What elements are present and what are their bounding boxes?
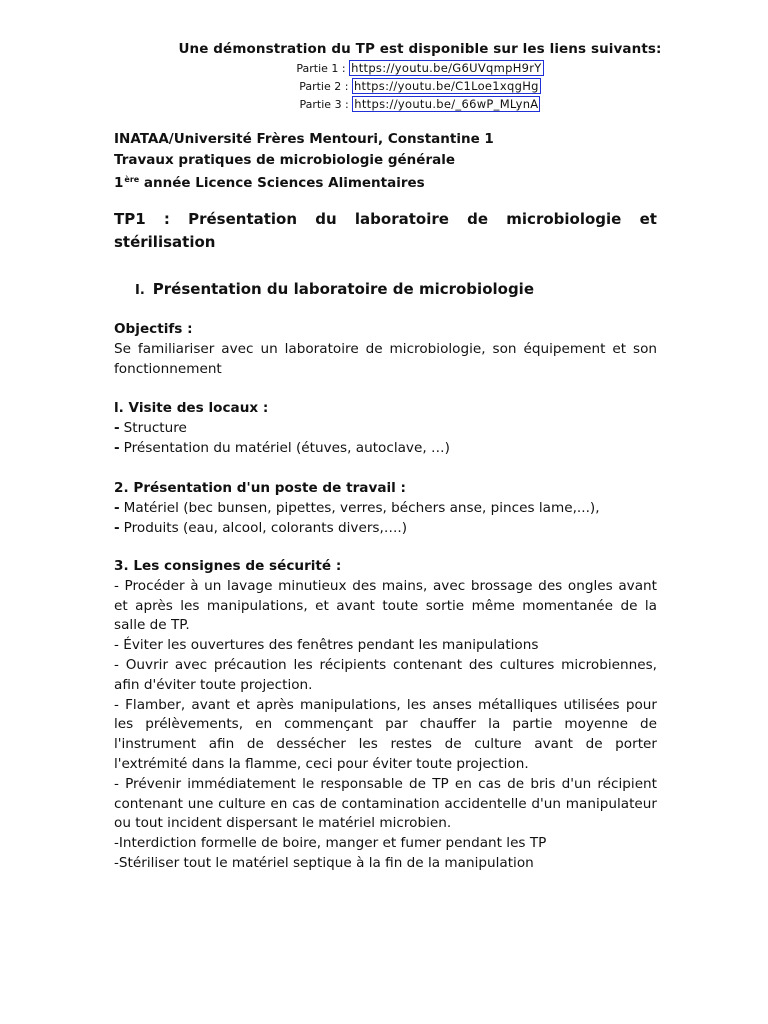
- course-line: Travaux pratiques de microbiologie générale: [114, 151, 456, 168]
- consigne-line: -Interdiction formelle de boire, manger et fumer pendant les TP: [114, 835, 547, 852]
- list-item: - Matériel (bec bunsen, pipettes, verres, béchers anse, pinces lame,...),: [114, 499, 600, 516]
- tp1-word: Présentation: [188, 210, 298, 228]
- consignes-lines: [114, 577, 657, 874]
- tp1-word: laboratoire: [354, 210, 449, 228]
- link-row-part3: [0, 95, 768, 113]
- consigne-line: l'instrument afin de dessécher les restes de culture avant de porter: [114, 736, 657, 753]
- list-item-text: Présentation du matériel (étuves, autoclave, …): [123, 439, 450, 456]
- tp1-word: et: [639, 210, 657, 228]
- consigne-line: contenant une culture en cas de contamination accidentelle d'un manipulateur: [114, 795, 657, 812]
- tp1-word: :: [163, 210, 170, 228]
- demo-title: Une démonstration du TP est disponible sur les liens suivants:: [178, 41, 662, 57]
- link-row-part2: [0, 77, 768, 95]
- consignes-heading: 3. Les consignes de sécurité :: [114, 558, 342, 574]
- video-link-part3[interactable]: https://youtu.be/_66wP_MLynA: [354, 97, 539, 111]
- consigne-line: ou tout incident dispersant le matériel microbien.: [114, 815, 452, 832]
- consigne-line: -Stériliser tout le matériel septique à la fin de la manipulation: [114, 854, 534, 871]
- institution-block: [114, 129, 494, 194]
- link-label: Partie 3 :: [299, 98, 349, 111]
- tp1-word: TP1: [114, 210, 146, 228]
- objectifs-line: fonctionnement: [114, 360, 222, 377]
- list-item: - Produits (eau, alcool, colorants divers,….): [114, 519, 408, 536]
- section-1-title: [135, 280, 534, 298]
- list-item-text: Matériel (bec bunsen, pipettes, verres, béchers anse, pinces lame,...),: [123, 499, 600, 516]
- demo-links: [0, 59, 768, 113]
- year-line: [114, 170, 494, 194]
- tp1-heading: [114, 208, 657, 254]
- list-item-text: Produits (eau, alcool, colorants divers,….): [123, 519, 408, 536]
- consigne-line: - Prévenir immédiatement le responsable de TP en cas de bris d'un récipient: [114, 775, 657, 792]
- consigne-line: salle de TP.: [114, 617, 190, 634]
- section-number: I.: [135, 283, 145, 298]
- video-link-part2[interactable]: https://youtu.be/C1Loe1xqgHg: [353, 79, 539, 93]
- consignes-block: [114, 557, 657, 874]
- tp1-word: du: [315, 210, 337, 228]
- link-label: Partie 1 :: [296, 62, 346, 75]
- year-superscript: ère: [124, 175, 140, 184]
- institution-line: INATAA/Université Frères Mentouri, Constantine 1: [114, 131, 494, 147]
- tp1-word: de: [467, 210, 489, 228]
- tp1-heading-row1: [114, 208, 657, 231]
- tp1-word: microbiologie: [506, 210, 622, 228]
- objectifs-line: Se familiariser avec un laboratoire de microbiologie, son équipement et son: [114, 340, 657, 357]
- consigne-line: - Procéder à un lavage minutieux des mains, avec brossage des ongles avant: [114, 577, 657, 594]
- visite-block: [114, 399, 657, 458]
- section-title-text: Présentation du laboratoire de microbiologie: [152, 280, 534, 298]
- consigne-line: - Ouvrir avec précaution les récipients contenant des cultures microbiennes,: [114, 656, 657, 673]
- consigne-line: l'extrémité dans la flamme, ceci pour éviter toute projection.: [114, 755, 529, 772]
- consigne-line: - Éviter les ouvertures des fenêtres pendant les manipulations: [114, 637, 539, 654]
- video-link-part1[interactable]: https://youtu.be/G6UVqmpH9rY: [351, 61, 542, 75]
- consigne-line: afin d'éviter toute projection.: [114, 676, 313, 693]
- poste-block: [114, 479, 657, 538]
- visite-heading: l. Visite des locaux :: [114, 400, 269, 416]
- objectifs-heading: Objectifs :: [114, 321, 193, 337]
- consigne-line: et après les manipulations, et avant toute sortie même momentanée de la: [114, 597, 657, 614]
- list-item: - Présentation du matériel (étuves, autoclave, …): [114, 439, 450, 456]
- link-row-part1: [0, 59, 768, 77]
- year-number: 1: [114, 175, 124, 191]
- tp1-heading-row2: stérilisation: [114, 233, 216, 251]
- link-label: Partie 2 :: [299, 80, 349, 93]
- list-item-text: Structure: [123, 419, 187, 436]
- consigne-line: - Flamber, avant et après manipulations, les anses métalliques utilisées pour: [114, 696, 657, 713]
- consigne-line: les prélèvements, en commençant par chauffer la partie moyenne de: [114, 716, 657, 733]
- poste-heading: 2. Présentation d'un poste de travail :: [114, 480, 406, 496]
- year-text: année Licence Sciences Alimentaires: [139, 175, 425, 191]
- objectifs-block: [114, 320, 657, 379]
- list-item: - Structure: [114, 419, 187, 436]
